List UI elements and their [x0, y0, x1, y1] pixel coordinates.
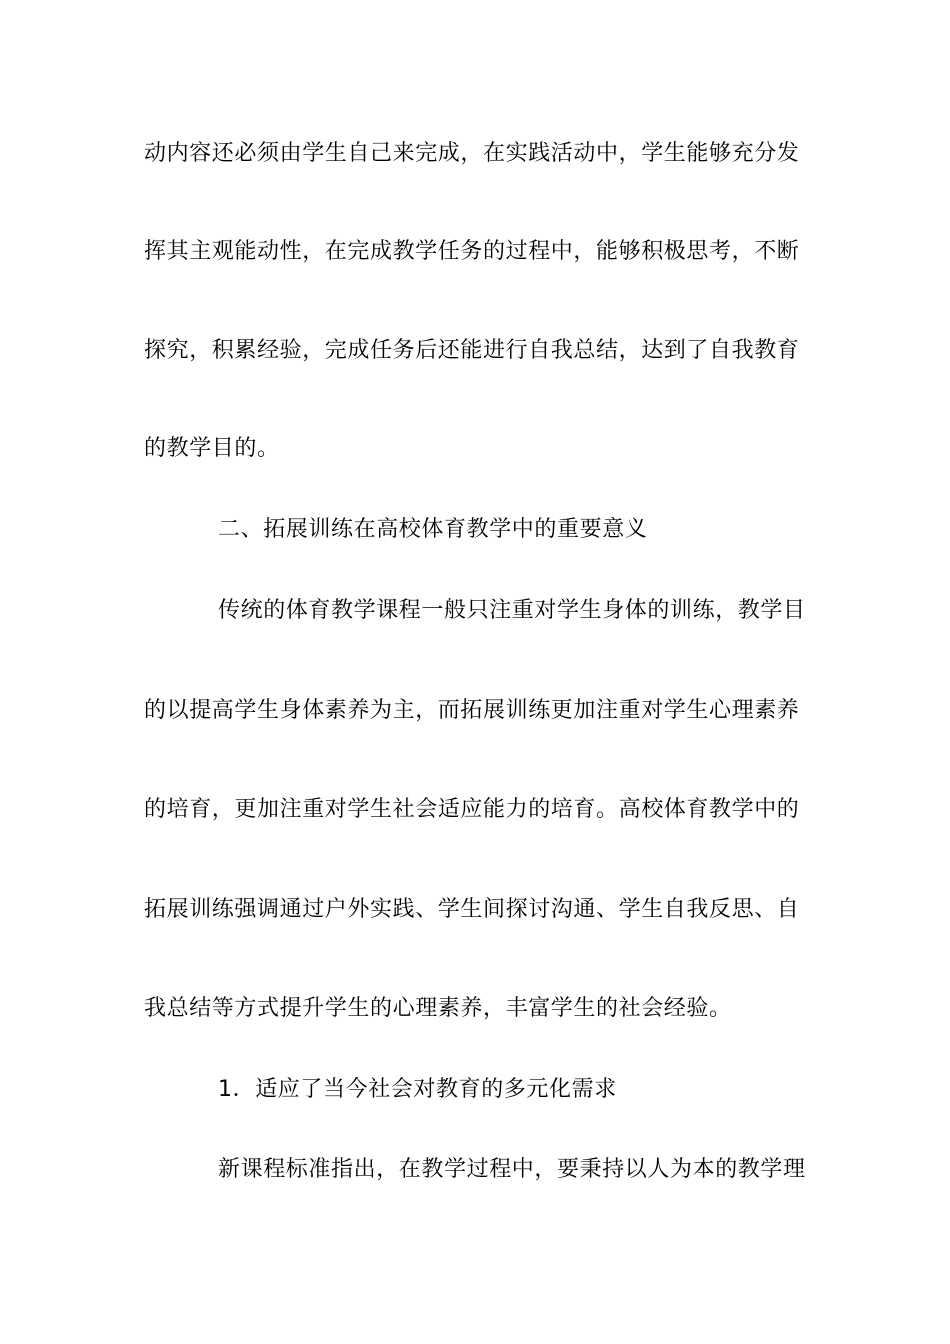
paragraph-line: 的以提高学生身体素养为主，而拓展训练更加注重对学生心理素养	[144, 698, 800, 723]
paragraph-line: 的教学目的。	[144, 436, 280, 461]
subsection-heading: 1．适应了当今社会对教育的多元化需求	[218, 1077, 617, 1102]
paragraph-line: 探究，积累经验，完成任务后还能进行自我总结，达到了自我教育	[144, 338, 800, 363]
paragraph-line: 新课程标准指出，在教学过程中，要秉持以人为本的教学理	[218, 1157, 806, 1182]
paragraph-line: 的培育，更加注重对学生社会适应能力的培育。高校体育教学中的	[144, 797, 800, 822]
section-heading: 二、拓展训练在高校体育教学中的重要意义	[218, 517, 648, 542]
paragraph-line: 我总结等方式提升学生的心理素养，丰富学生的社会经验。	[144, 996, 732, 1021]
paragraph-line: 拓展训练强调通过户外实践、学生间探讨沟通、学生自我反思、自	[144, 897, 800, 922]
paragraph-line: 挥其主观能动性，在完成教学任务的过程中，能够积极思考，不断	[144, 239, 800, 264]
paragraph-line: 动内容还必须由学生自己来完成，在实践活动中，学生能够充分发	[144, 141, 800, 166]
paragraph-line: 传统的体育教学课程一般只注重对学生身体的训练，教学目	[218, 598, 806, 623]
